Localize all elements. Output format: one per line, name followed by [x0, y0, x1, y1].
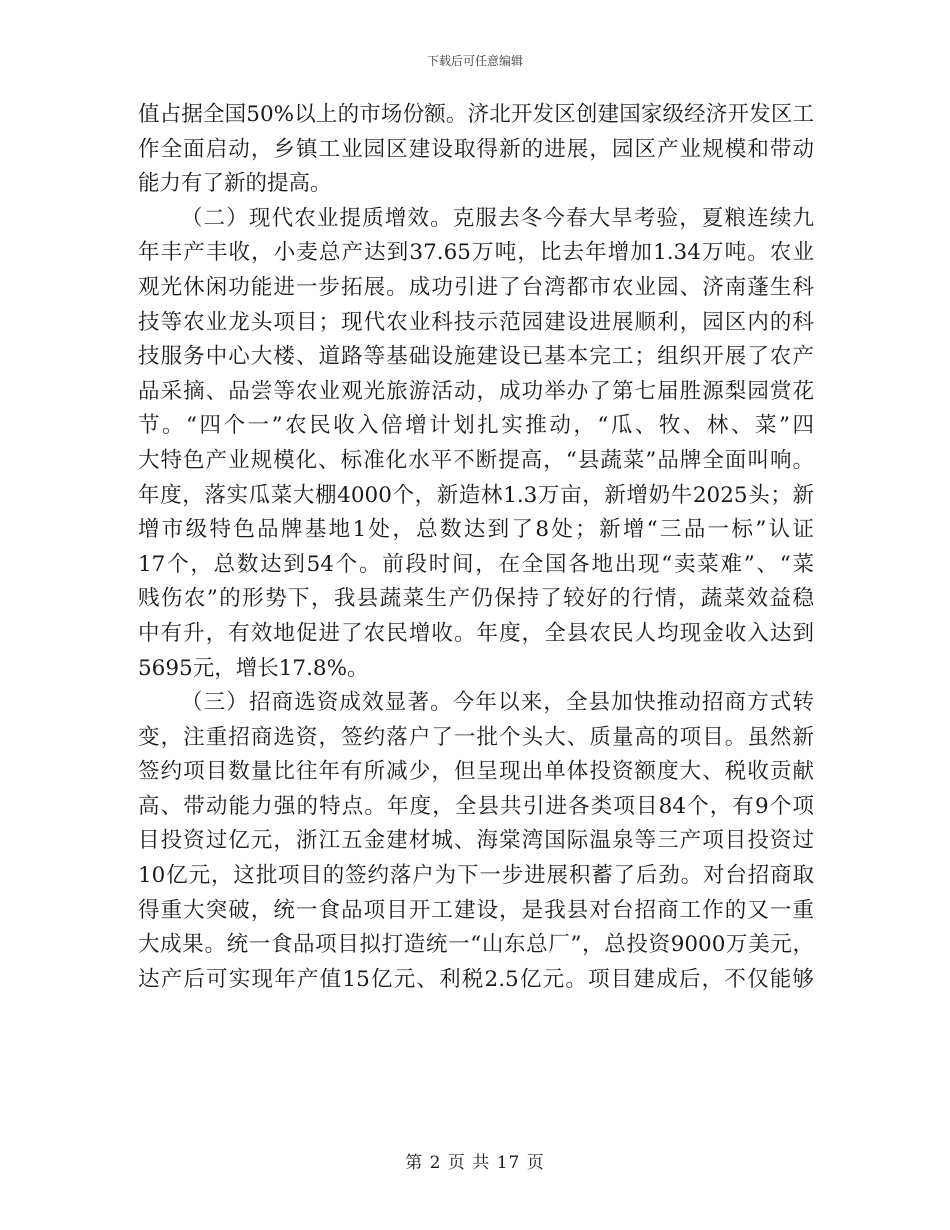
page-header-note: 下载后可任意编辑	[426, 54, 523, 68]
text-line: 达产后可实现年产值15亿元、利税2.5亿元。项目建成后，不仅能够	[138, 966, 814, 992]
text-line: 年度，落实瓜菜大棚4000个，新造林1.3万亩，新增奶牛2025头；新	[138, 482, 814, 508]
page-number-footer: 第 2 页 共 17 页	[405, 1153, 545, 1173]
text-line: 17个，总数达到54个。前段时间，在全国各地出现“卖菜难”、“菜	[138, 551, 814, 577]
text-line: 大特色产业规模化、标准化水平不断提高，“县蔬菜”品牌全面叫响。	[138, 447, 814, 473]
text-line: 作全面启动，乡镇工业园区建设取得新的进展，园区产业规模和带动	[138, 136, 814, 162]
text-line: 5695元，增长17.8%。	[138, 655, 369, 681]
text-line: 年丰产丰收，小麦总产达到37.65万吨，比去年增加1.34万吨。农业	[138, 240, 814, 266]
text-line: （三）招商选资成效显著。今年以来，全县加快推动招商方式转	[181, 690, 814, 716]
text-line: 10亿元，这批项目的签约落户为下一步进展积蓄了后劲。对台招商取	[138, 863, 814, 889]
text-line: 目投资过亿元，浙江五金建材城、海棠湾国际温泉等三产项目投资过	[138, 828, 814, 854]
text-line: 技服务中心大楼、道路等基础设施建设已基本完工；组织开展了农产	[138, 344, 814, 370]
text-line: 值占据全国50%以上的市场份额。济北开发区创建国家级经济开发区工	[138, 102, 814, 127]
text-line: 品采摘、品尝等农业观光旅游活动，成功举办了第七届胜源梨园赏花	[138, 378, 814, 404]
text-line: 技等农业龙头项目；现代农业科技示范园建设进展顺利，园区内的科	[138, 309, 814, 335]
text-line: 观光休闲功能进一步拓展。成功引进了台湾都市农业园、济南蓬生科	[138, 274, 814, 300]
text-line: 增市级特色品牌基地1处，总数达到了8处；新增“三品一标”认证	[138, 517, 814, 543]
text-line: 得重大突破，统一食品项目开工建设，是我县对台招商工作的又一重	[138, 897, 814, 923]
text-line: 签约项目数量比往年有所减少，但呈现出单体投资额度大、税收贡献	[138, 759, 814, 785]
text-line: 贱伤农”的形势下，我县蔬菜生产仍保持了较好的行情，蔬菜效益稳	[138, 586, 814, 612]
text-line: 变，注重招商选资，签约落户了一批个头大、质量高的项目。虽然新	[138, 724, 814, 750]
text-line: （二）现代农业提质增效。克服去冬今春大旱考验，夏粮连续九	[181, 205, 814, 231]
text-line: 大成果。统一食品项目拟打造统一“山东总厂”，总投资9000万美元，	[138, 932, 814, 958]
text-line: 高、带动能力强的特点。年度，全县共引进各类项目84个，有9个项	[138, 793, 814, 819]
document-body	[138, 98, 814, 997]
text-line: 中有升，有效地促进了农民增收。年度，全县农民人均现金收入达到	[138, 620, 814, 646]
text-line: 能力有了新的提高。	[138, 171, 332, 197]
text-line: 节。“四个一”农民收入倍增计划扎实推动，“瓜、牧、林、菜”四	[138, 413, 814, 439]
